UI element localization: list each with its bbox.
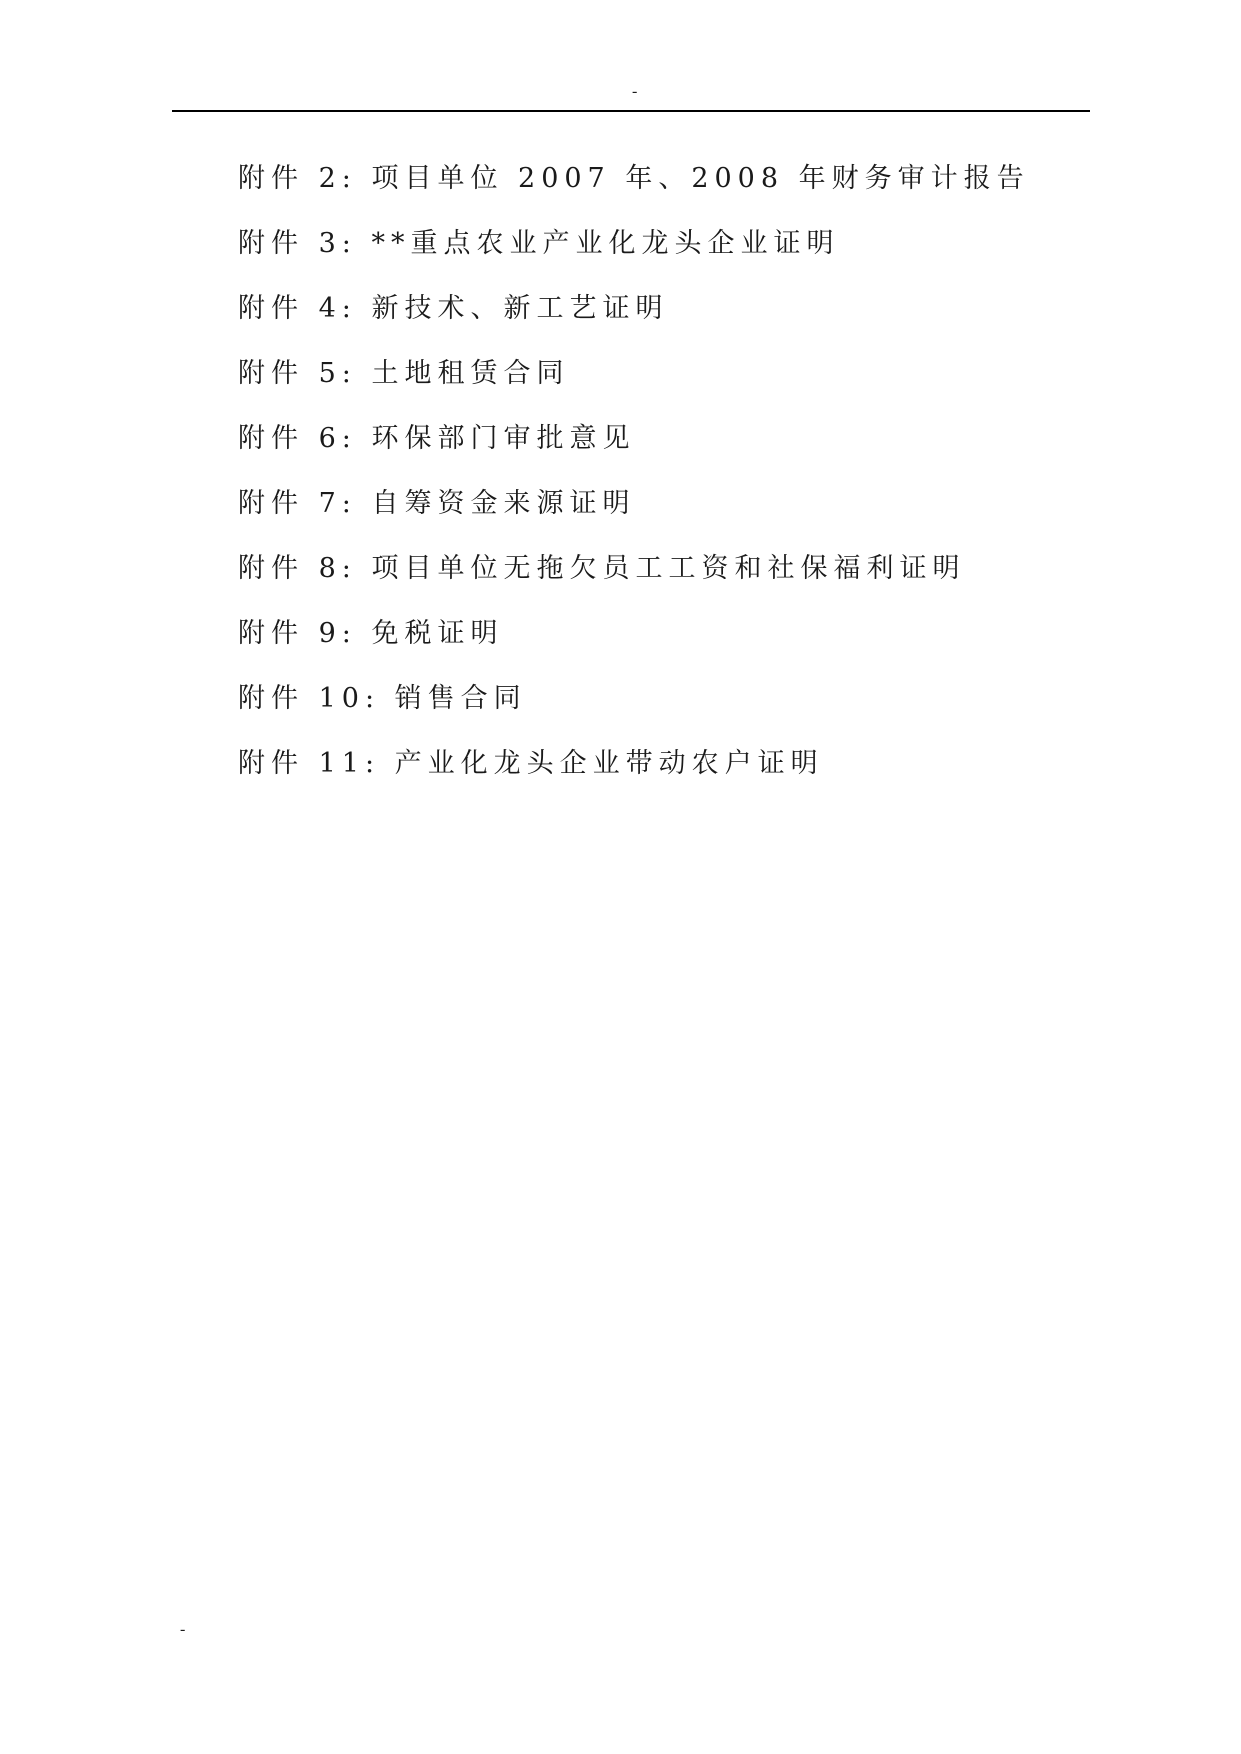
attachment-item: 附件 11: 产业化龙头企业带动农户证明 [238, 748, 824, 779]
attachment-item: 附件 4: 新技术、新工艺证明 [238, 293, 669, 324]
attachment-item: 附件 5: 土地租赁合同 [238, 358, 570, 389]
attachment-item: 附件 3: **重点农业产业化龙头企业证明 [238, 228, 840, 259]
attachment-item: 附件 7: 自筹资金来源证明 [238, 488, 636, 519]
attachment-item: 附件 8: 项目单位无拖欠员工工资和社保福利证明 [238, 553, 966, 584]
attachment-item: 附件 2: 项目单位 2007 年、2008 年财务审计报告 [238, 163, 1030, 194]
attachment-item: 附件 6: 环保部门审批意见 [238, 423, 636, 454]
attachment-list [238, 156, 1030, 806]
header-dash: - [632, 83, 638, 100]
footer-dash: - [180, 1621, 186, 1638]
attachment-item: 附件 10: 销售合同 [238, 683, 527, 714]
attachment-item: 附件 9: 免税证明 [238, 618, 504, 649]
header-rule [172, 110, 1090, 112]
